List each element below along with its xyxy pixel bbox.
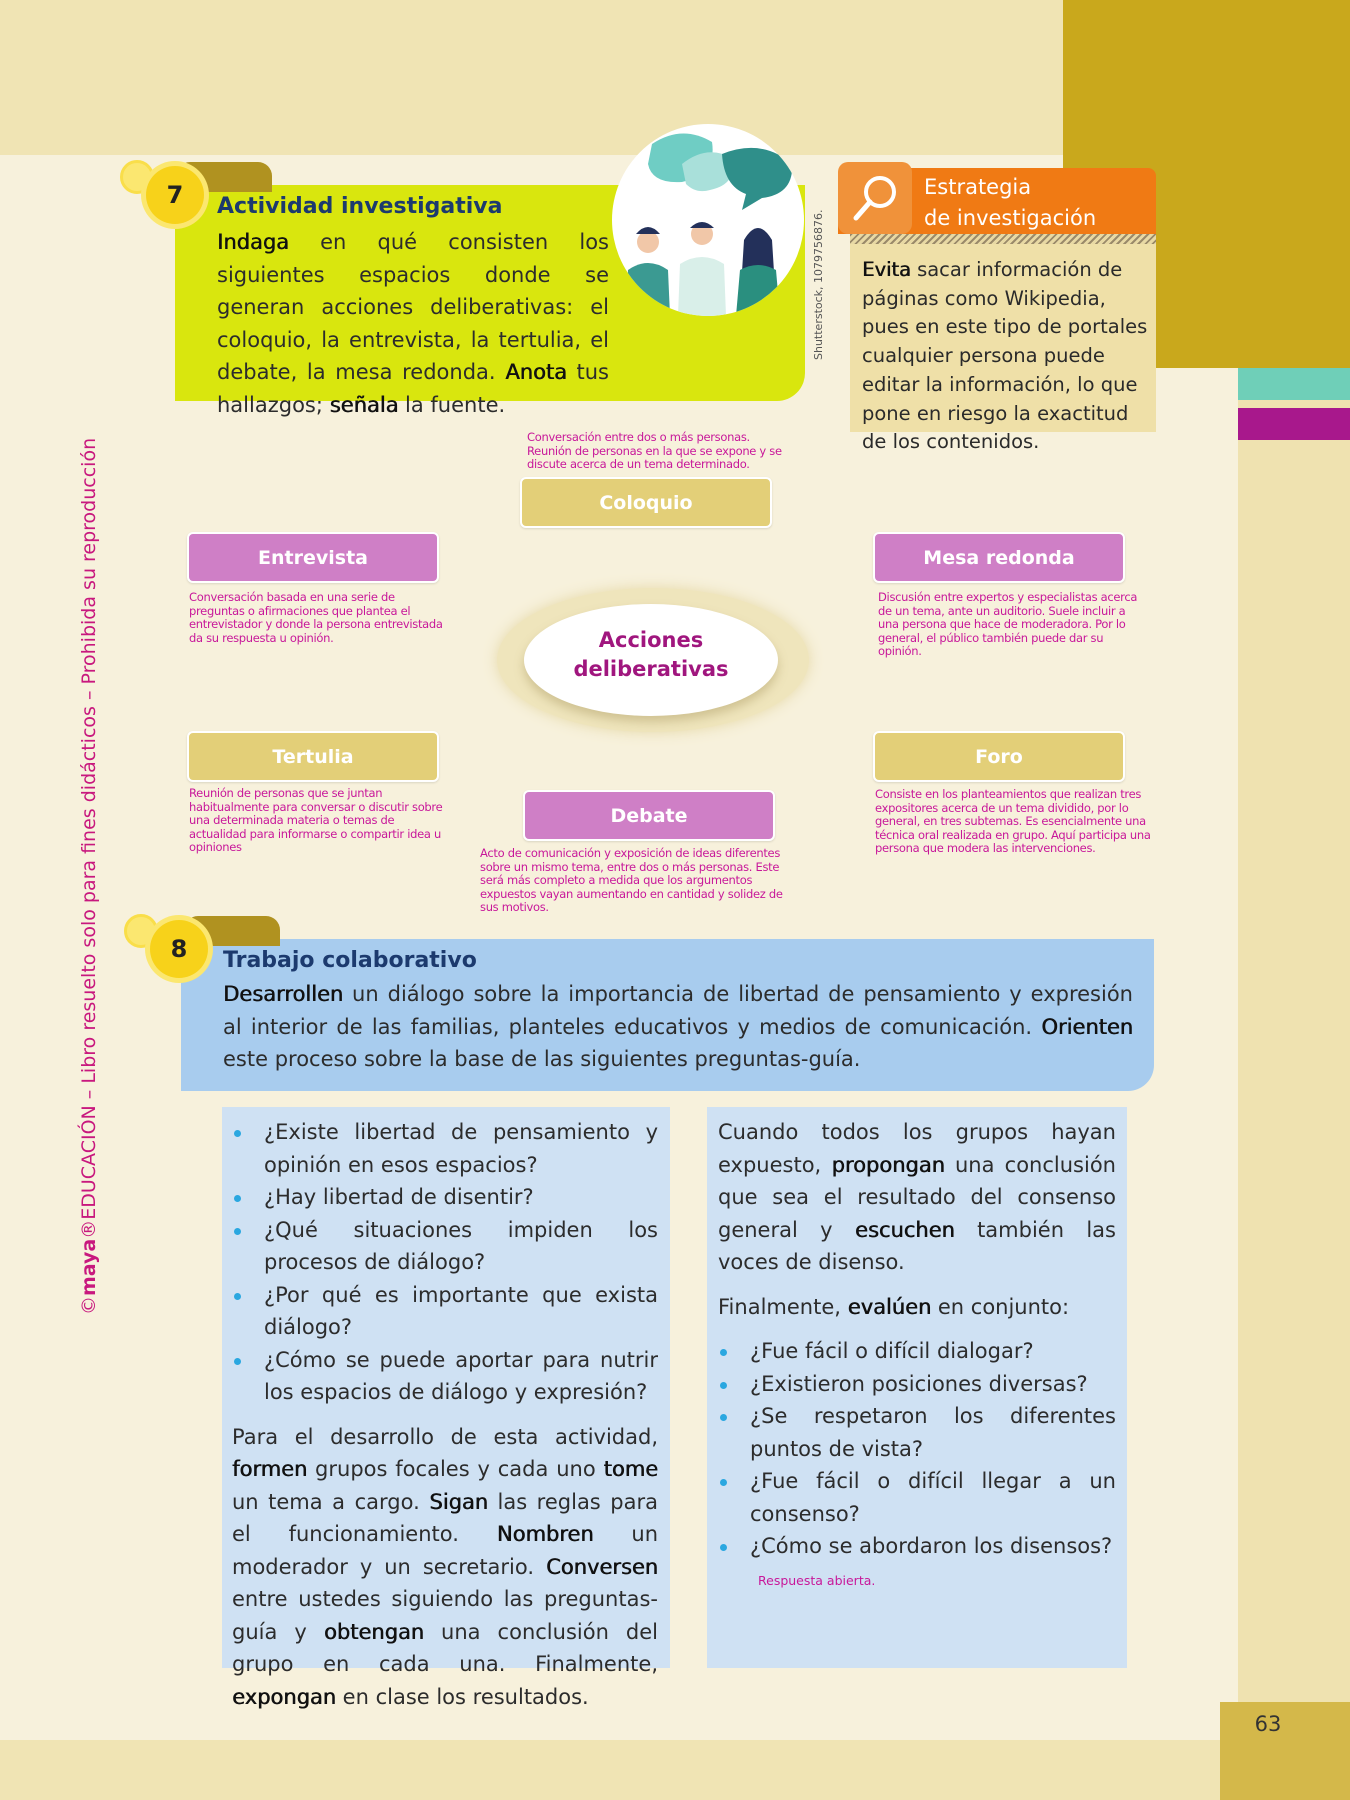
bold-term: Orienten bbox=[1041, 1014, 1133, 1039]
evaluation-intro bbox=[718, 1291, 1116, 1324]
question-item: ¿Hay libertad de disentir? bbox=[232, 1181, 658, 1214]
node-coloquio: Coloquio bbox=[520, 477, 772, 528]
coloquio-description: Conversación entre dos o más personas. Reunión de personas en la que se expone y se discute acerca de un tema determinado. bbox=[527, 430, 782, 472]
node-debate: Debate bbox=[523, 790, 775, 841]
strategy-text bbox=[862, 256, 1148, 457]
node-foro: Foro bbox=[873, 731, 1125, 782]
activity-7-number-badge: 7 bbox=[146, 166, 204, 224]
left-instructions bbox=[232, 1421, 658, 1714]
activity-8-title: Trabajo colaborativo bbox=[223, 948, 477, 973]
question-item: ¿Por qué es importante que exista diálogo? bbox=[232, 1279, 658, 1344]
bold-term: Evita bbox=[862, 258, 911, 281]
question-item: ¿Existe libertad de pensamiento y opinión en esos espacios? bbox=[232, 1116, 658, 1181]
bold-term: formen bbox=[232, 1457, 308, 1481]
bold-term: Nombren bbox=[496, 1522, 594, 1546]
bold-term: obtengan bbox=[323, 1619, 424, 1644]
answer-note: Respuesta abierta. bbox=[758, 1572, 876, 1588]
question-item: ¿Qué situaciones impiden los procesos de diálogo? bbox=[232, 1214, 658, 1279]
text-segment: un diálogo sobre la importancia de libertad de pensamiento y expresión al interior de las familias, planteles educativos y medios de comunicación. bbox=[223, 982, 1133, 1039]
teal-stripe bbox=[1238, 368, 1350, 400]
bold-term: Conversen bbox=[546, 1554, 658, 1579]
left-question-list bbox=[232, 1116, 658, 1409]
debate-description: Acto de comunicación y exposición de ideas diferentes sobre un mismo tema, entre dos o más personas. Este será más completo a medida que los argumentos expuestos vayan aumentando en cantidad y solidez de sus motivos. bbox=[480, 846, 783, 915]
strategy-title: Estrategia de investigación bbox=[924, 175, 1097, 230]
bold-term: tome bbox=[603, 1457, 658, 1481]
text-segment: una conclusión que sea el resultado del consenso general y bbox=[718, 1152, 1116, 1242]
right-question-list bbox=[718, 1335, 1116, 1563]
text-segment: entre ustedes siguiendo las preguntas-guía y bbox=[232, 1587, 658, 1644]
text-segment: en clase los resultados. bbox=[335, 1684, 589, 1709]
dialogue-illustration bbox=[612, 124, 804, 316]
node-entrevista: Entrevista bbox=[187, 532, 439, 583]
bold-term: escuchen bbox=[854, 1217, 955, 1242]
question-item: ¿Existieron posiciones diversas? bbox=[718, 1368, 1116, 1401]
bold-term: señala bbox=[329, 392, 399, 417]
bold-term: Indaga bbox=[217, 230, 289, 254]
bottom-band bbox=[0, 1740, 1350, 1800]
bold-term: propongan bbox=[831, 1152, 945, 1177]
right-column bbox=[718, 1116, 1116, 1597]
right-instructions bbox=[718, 1116, 1116, 1279]
activity-8-text bbox=[223, 978, 1133, 1076]
text-segment: las reglas para el funcionamiento. bbox=[232, 1489, 658, 1546]
text-segment: en conjunto: bbox=[931, 1294, 1070, 1319]
diagram-center-label: Acciones deliberativas bbox=[573, 628, 729, 681]
bold-term: Sigan bbox=[429, 1489, 488, 1514]
question-item: ¿Cómo se abordaron los disensos? bbox=[718, 1530, 1116, 1563]
node-mesa-redonda: Mesa redonda bbox=[873, 532, 1125, 583]
strategy-hatch bbox=[850, 234, 1156, 244]
question-item: ¿Fue fácil o difícil dialogar? bbox=[718, 1335, 1116, 1368]
text-segment: la fuente. bbox=[398, 392, 506, 417]
text-segment: en qué consisten los siguientes espacios donde se generan acciones deliberativas: el coloquio, la entrevista, la tertulia, el debate, la mesa redonda. bbox=[217, 230, 609, 384]
foro-description: Consiste en los planteamientos que realizan tres expositores acerca de un tema dividido, por lo general, en tres subtemas. Es esencialmente una técnica oral realizada en grupo. Aquí participa una persona que modera las intervenciones. bbox=[875, 787, 1151, 856]
bold-term: Desarrollen bbox=[223, 982, 344, 1006]
page-number: 63 bbox=[1254, 1712, 1282, 1736]
bold-term: evalúen bbox=[847, 1294, 932, 1319]
text-segment: una conclusión del grupo en cada una. Finalmente, bbox=[232, 1619, 658, 1676]
question-item: ¿Se respetaron los diferentes puntos de vista? bbox=[718, 1400, 1116, 1465]
text-segment: un moderador y un secretario. bbox=[232, 1522, 658, 1579]
magenta-stripe bbox=[1238, 408, 1350, 440]
mesa-redonda-description: Discusión entre expertos y especialistas acerca de un tema, ante un auditorio. Suele incluir a una persona que hace de moderadora. Por lo general, el público también puede dar su opinión. bbox=[878, 590, 1138, 659]
tertulia-description: Reunión de personas que se juntan habitualmente para conversar o discutir sobre una determinada materia o temas de actualidad para informarse o compartir idea u opiniones bbox=[189, 786, 443, 855]
activity-7-title: Actividad investigativa bbox=[217, 194, 503, 219]
text-segment: tus hallazgos; bbox=[217, 360, 609, 417]
copyright-notice: ©maya®EDUCACIÓN – Libro resuelto solo para fines didácticos – Prohibida su reproducción bbox=[78, 437, 100, 1315]
right-gold-block bbox=[1238, 155, 1350, 368]
bold-term: Anota bbox=[505, 360, 567, 384]
bold-term: expongan bbox=[232, 1684, 336, 1709]
right-margin-band bbox=[1238, 155, 1350, 1800]
photo-credit: Shutterstock, 1079756876. bbox=[812, 209, 825, 360]
magnifier-icon bbox=[838, 162, 912, 234]
text-segment: Cuando todos los grupos hayan expuesto, bbox=[718, 1120, 1116, 1177]
node-tertulia: Tertulia bbox=[187, 731, 439, 782]
text-segment: sacar información de páginas como Wikipedia, pues en este tipo de portales cualquier persona puede editar la información, lo que pone en riesgo la exactitud de los contenidos. bbox=[862, 258, 1148, 454]
activity-8-number-badge: 8 bbox=[150, 920, 208, 978]
text-segment: Para el desarrollo de esta actividad, bbox=[232, 1424, 658, 1449]
text-segment: Finalmente, bbox=[718, 1294, 848, 1319]
activity-7-text bbox=[217, 226, 609, 421]
text-segment: este proceso sobre la base de las siguientes preguntas-guía. bbox=[223, 1047, 861, 1071]
left-column bbox=[232, 1116, 658, 1713]
text-segment: un tema a cargo. bbox=[232, 1489, 430, 1514]
text-segment: también las voces de disenso. bbox=[718, 1217, 1116, 1274]
question-item: ¿Cómo se puede aportar para nutrir los espacios de diálogo y expresión? bbox=[232, 1344, 658, 1409]
entrevista-description: Conversación basada en una serie de preguntas o afirmaciones que plantea el entrevistador y donde la persona entrevistada da su respuesta u opinión. bbox=[189, 590, 443, 645]
text-segment: grupos focales y cada uno bbox=[307, 1457, 604, 1481]
question-item: ¿Fue fácil o difícil llegar a un consenso? bbox=[718, 1465, 1116, 1530]
